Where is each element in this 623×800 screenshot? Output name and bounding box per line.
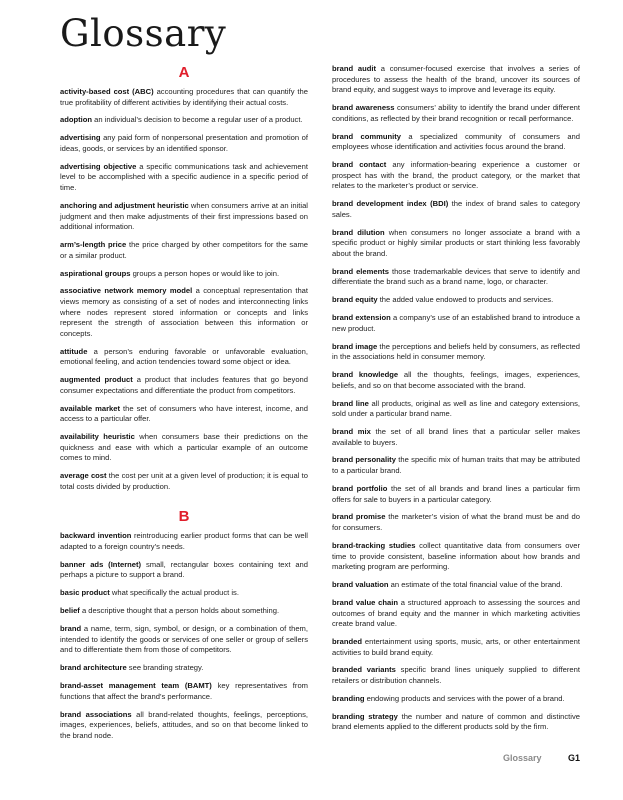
glossary-entry [60,606,308,617]
glossary-term: brand portfolio [332,483,388,493]
glossary-term: brand valuation [332,580,389,590]
glossary-entry [60,663,308,674]
glossary-definition: what specifically the actual product is. [109,588,239,598]
glossary-term: brand-asset management team (BAMT) [60,681,212,691]
glossary-term: brand architecture [60,663,127,673]
glossary-term: aspirational groups [60,268,131,278]
glossary-definition: specific brand lines uniquely supplied to different retailers or distribution channels. [332,665,580,686]
glossary-entry [332,160,580,192]
glossary-term: brand audit [332,64,376,73]
glossary-term: backward invention [60,531,132,541]
glossary-definition: see branding strategy. [126,663,204,673]
glossary-entry [60,133,308,154]
glossary-definition: those trademarkable devices that serve to identify and differentiate the brand such as a brand name, logo, or character. [332,266,580,287]
glossary-term: banner ads (Internet) [60,559,142,569]
right-column [332,64,580,740]
glossary-term: brand [60,624,82,634]
glossary-entry [332,541,580,573]
glossary-definition: all products, original as well as line and category extensions, sold under a particular brand name. [332,398,580,419]
glossary-definition: the index of brand sales to category sales. [332,199,580,219]
footer-label: Glossary [503,753,542,763]
glossary-definition: an estimate of the total financial value of the brand. [388,580,563,590]
glossary-term: available market [60,403,121,413]
glossary-definition: the number and nature of common and distinctive brand elements applied to the different products sold by the firm. [332,711,580,732]
glossary-entry [332,694,580,705]
glossary-entry [332,598,580,630]
glossary-definition: the perceptions and beliefs held by consumers, as reflected in the associations held in consumer memory. [332,341,580,362]
glossary-entry [60,87,308,108]
glossary-definition: accounting procedures that can quantify the true profitability of different activities by identifying their actual costs. [60,87,308,107]
glossary-entry [60,269,308,280]
glossary-term: activity-based cost (ABC) [60,87,154,96]
glossary-term: average cost [60,471,107,481]
glossary-definition: the specific mix of human traits that may be attributed to a particular brand. [332,455,580,476]
glossary-term: basic product [60,588,110,598]
glossary-term: brand contact [332,160,387,170]
section-letter-a: A [178,64,190,81]
glossary-definition: collect quantitative data from consumers over time to provide consistent, baseline information about how brands and marketing program are performing. [332,540,580,572]
glossary-entry [332,295,580,306]
glossary-definition: a specific communications task and achievement level to be accomplished with a specific audience in a specific period of time. [60,161,308,193]
glossary-definition: consumers’ ability to identify the brand under different conditions, as reflected by their brand recognition or recall performance. [332,103,581,123]
glossary-term: branding [332,693,365,703]
glossary-definition: a specialized community of consumers and employees whose identification and activities focus around the brand. [332,131,580,152]
glossary-entry [60,531,308,552]
glossary-term: associative network memory model [60,286,193,296]
section-b-entries-right [332,64,580,733]
glossary-entry [60,588,308,599]
glossary-entry [332,199,580,220]
glossary-term: branded [332,636,362,646]
section-b-entries-left [60,531,308,741]
glossary-entry [332,267,580,288]
glossary-term: anchoring and adjustment heuristic [60,200,189,210]
glossary-definition: groups a person hopes or would like to join. [130,268,280,278]
glossary-definition: a consumer-focused exercise that involves a series of procedures to assess the health of the brand, uncover its sources of brand equity, and suggest ways to improve and leverage its equity. [332,64,580,95]
glossary-term: adoption [60,115,93,125]
glossary-definition: any information-bearing experience a customer or prospect has with the brand, the product category, or the market that relates to the marketer’s product or service. [332,160,580,191]
glossary-definition: all brand-related thoughts, feelings, perceptions, images, experiences, beliefs, attitudes, and so on that become linked to the brand node. [60,709,308,740]
glossary-term: brand mix [332,427,371,436]
glossary-entry [332,64,580,96]
glossary-definition: small, rectangular boxes containing text and perhaps a picture to support a brand. [60,559,308,580]
glossary-entry [60,560,308,581]
glossary-definition: a structured approach to assessing the sources and outcomes of brand equity and the manner in which marketing activities create brand value. [332,597,580,629]
glossary-term: brand development index (BDI) [332,199,449,209]
glossary-definition: entertainment using sports, music, arts, or other entertainment activities to build brand equity. [332,636,580,657]
glossary-definition: the set of all brand lines that a particular seller makes available to buyers. [332,427,580,447]
glossary-term: belief [60,606,80,616]
glossary-entry [332,370,580,391]
glossary-definition: the cost per unit at a given level of production; it is equal to total costs divided by production. [60,471,308,491]
glossary-entry [332,512,580,533]
glossary-entry [60,681,308,702]
glossary-term: brand personality [332,455,396,465]
glossary-entry [332,427,580,448]
glossary-entry [332,132,580,153]
glossary-term: brand associations [60,709,132,719]
glossary-entry [60,432,308,464]
glossary-entry [60,347,308,368]
glossary-term: brand community [332,131,401,141]
glossary-entry [332,455,580,476]
glossary-entry [60,286,308,339]
glossary-entry [332,637,580,658]
glossary-definition: the set of all brands and brand lines a particular firm offers for sale to buyers in a particular category. [332,483,580,504]
glossary-entry [332,313,580,334]
glossary-term: availability heuristic [60,432,135,442]
glossary-definition: reintroducing earlier product forms that can be well adapted to a foreign country’s needs. [60,531,308,551]
glossary-definition: when consumers base their predictions on the quickness and ease with which a particular example of an outcome comes to mind. [60,432,308,463]
glossary-term: brand value chain [332,597,398,607]
glossary-term: brand-tracking studies [332,540,416,550]
glossary-definition: any paid form of nonpersonal presentation and promotion of ideas, goods, or services by an identified sponsor. [60,133,308,153]
glossary-entry [60,162,308,194]
page-title: Glossary [60,12,227,55]
glossary-term: brand promise [332,512,386,522]
glossary-definition: when consumers no longer associate a brand with a specific product or highly similar products or start thinking less favorably about the brand. [332,227,580,258]
glossary-entry [60,375,308,396]
glossary-definition: the set of consumers who have interest, income, and access to a particular offer. [60,403,308,424]
left-column [60,64,308,749]
glossary-entry [60,201,308,233]
glossary-entry [332,484,580,505]
glossary-definition: a conceptual representation that views memory as consisting of a set of nodes and interconnecting links where nodes represent stored information or concepts and links represent the strength of association between this information or concepts. [60,286,308,338]
section-letter-b: B [178,508,190,526]
glossary-definition: a product that includes features that go beyond consumer expectations and differentiate the product from competitors. [60,375,308,395]
glossary-entry [60,624,308,656]
glossary-term: brand dilution [332,227,385,237]
glossary-term: advertising [60,133,101,143]
glossary-entry [332,103,580,124]
glossary-term: brand equity [332,295,378,305]
glossary-term: branding strategy [332,711,398,721]
glossary-term: brand awareness [332,103,395,113]
glossary-definition: when consumers arrive at an initial judgment and then make adjustments of their first impressions based on additional information. [60,200,308,232]
glossary-entry [332,580,580,591]
glossary-definition: the marketer’s vision of what the brand must be and do for consumers. [332,512,580,533]
glossary-term: arm’s-length price [60,240,127,250]
glossary-term: advertising objective [60,161,137,171]
glossary-definition: a name, term, sign, symbol, or design, or a combination of them, intended to identify the goods or services of one seller or group of sellers and to differentiate them from those of competitors. [60,624,308,655]
glossary-term: attitude [60,346,88,356]
glossary-term: branded variants [332,665,396,675]
glossary-definition: all the thoughts, feelings, images, experiences, beliefs, and so on that become associated with the brand. [332,370,581,390]
glossary-definition: a descriptive thought that a person holds about something. [79,606,280,616]
glossary-definition: the added value endowed to products and services. [377,295,554,305]
page-number: G1 [568,753,581,763]
glossary-term: augmented product [60,375,133,385]
glossary-entry [332,665,580,686]
glossary-entry [332,342,580,363]
glossary-term: brand knowledge [332,370,399,380]
glossary-definition: the price charged by other competitors for the same or a similar product. [60,240,308,260]
glossary-entry [60,404,308,425]
glossary-definition: an individual’s decision to become a regular user of a product. [92,115,303,125]
glossary-entry [332,228,580,260]
glossary-definition: key representatives from functions that affect the brand’s performance. [60,681,308,701]
glossary-entry [60,710,308,742]
glossary-entry [60,115,308,126]
glossary-definition: a company’s use of an established brand to introduce a new product. [332,313,580,333]
glossary-definition: a person’s enduring favorable or unfavorable evaluation, emotional feeling, and action tendencies toward some object or idea. [60,346,308,367]
glossary-entry [60,471,308,492]
section-a-entries [60,87,308,492]
glossary-term: brand line [332,398,369,408]
glossary-term: brand image [332,341,378,351]
glossary-entry [332,712,580,733]
glossary-term: brand extension [332,313,391,323]
glossary-entry [60,240,308,261]
glossary-term: brand elements [332,266,389,276]
glossary-definition: endowing products and services with the power of a brand. [364,693,565,703]
glossary-entry [332,399,580,420]
